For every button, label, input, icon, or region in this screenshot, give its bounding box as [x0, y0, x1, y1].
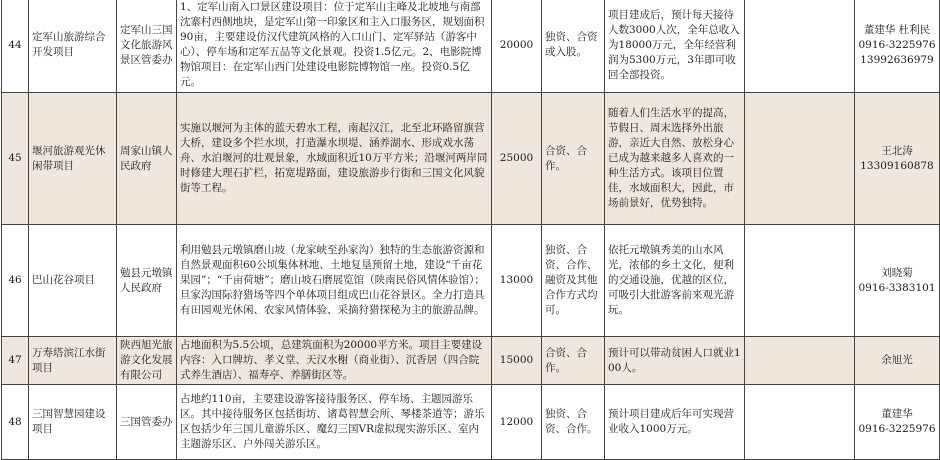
responsible-unit: 三国管委办 — [117, 385, 177, 460]
cooperation-mode: 独资、合资、合作。 — [542, 385, 605, 460]
project-name: 巴山花谷项目 — [29, 225, 117, 337]
responsible-unit: 定军山三国文化旅游风景区管委办 — [117, 0, 177, 93]
extra-cell — [745, 225, 855, 337]
investment-amount: 15000 — [492, 337, 542, 385]
responsible-unit: 勉县元墩镇人民政府 — [117, 225, 177, 337]
table-row — [2, 0, 940, 93]
contact-phone: 13309160878 — [860, 159, 934, 172]
project-number: 44 — [2, 0, 29, 93]
contact-cell — [855, 337, 940, 385]
benefit-analysis: 随着人们生活水平的提高，节假日、周末选择外出旅游，亲近大自然、放松身心已成为越来越多人喜欢的一种生活方式。该项目位置佳，水域面积大，因此，市场前景好，优势独特。 — [605, 93, 745, 225]
project-content: 占地约110亩，主要建设游客接待服务区、停车场、主题园游乐区。其中接待服务区包括街坊、诸葛智慧会所、琴楼茶道等；游乐区包括少年三国儿童游乐区、魔幻三国VR虚拟现实游乐区、室内主题游乐区、户外闯关游乐区。 — [177, 385, 492, 460]
project-name: 堰河旅游观光休闲带项目 — [29, 93, 117, 225]
contact-phone: 0916-3225976 — [858, 423, 936, 435]
benefit-analysis: 项目建成后，预计每天接待人数3000人次，全年总收入为18000万元，全年经营利润为5300万元，3年即可收回全部投资。 — [605, 0, 745, 93]
investment-amount: 25000 — [492, 93, 542, 225]
project-name: 三国智慧园建设项目 — [29, 385, 117, 460]
benefit-analysis: 依托元墩镇秀美的山水风光，浓郁的乡土文化，便利的交通设施，优越的区位，可吸引大批游客前来观光游玩。 — [605, 225, 745, 337]
contact-cell — [855, 225, 940, 337]
cooperation-mode: 合资、合作。 — [542, 337, 605, 385]
projects-table — [1, 0, 940, 460]
contact-name: 董建华 杜利民 — [863, 23, 931, 36]
project-number: 46 — [2, 225, 29, 337]
project-content: 利用勉县元墩镇磨山坡（龙家峡至孙家沟）独特的生态旅游资源和自然景观面积60公顷集体林地、土地复垦预留土地，建设“千亩花果园”；“千亩荷塘”；磨山坡石磨展览馆（陕南民俗风情体验馆）；旦家沟国际狩猎场等四个单体项目组成巴山花谷景区。全力打造具有田园观光休闲、农家风情体验、采摘狩猎探秘为主的旅游品牌。 — [177, 225, 492, 337]
contact-phone: 0916-3383101 — [858, 281, 936, 294]
project-name: 定军山旅游综合开发项目 — [29, 0, 117, 93]
investment-amount: 12000 — [492, 385, 542, 460]
benefit-analysis: 预计项目建成后年可实现营业收入1000万元。 — [605, 385, 745, 460]
project-content: 1、定军山南入口景区建设项目：位于定军山主峰及北坡地与南部沈寨村西侧地块，是定军山第一印象区和主入口服务区，规划面积90亩，主要建设仿汉代建筑风格的入口山门、定军驿站（游客中心）、停车场和定军五品等文化景观。投资1.5亿元。2、电影院博物馆项目：在定军山西门处建设电影院博物馆一座。投资0.5亿元。 — [177, 0, 492, 93]
cooperation-mode: 独资、合资、合作、融资及其他合作方式均可。 — [542, 225, 605, 337]
cooperation-mode: 合资、合作。 — [542, 93, 605, 225]
project-number: 48 — [2, 385, 29, 460]
contact-name: 董建华 — [881, 408, 913, 420]
project-content: 占地面积为5.5公顷，总建筑面积为20000平方米。项目主要建设内容：入口牌坊、孝义堂、天汉水榭（商业街）、沉香居（四合院式养生酒店）、福寿亭、养膳街区等。 — [177, 337, 492, 385]
extra-cell — [745, 385, 855, 460]
project-name: 万寿塔滨江水街项目 — [29, 337, 117, 385]
benefit-analysis: 预计可以带动贫困人口就业100人。 — [605, 337, 745, 385]
extra-cell — [745, 0, 855, 93]
table-row — [2, 385, 940, 460]
contact-cell — [855, 93, 940, 225]
extra-cell — [745, 93, 855, 225]
contact-phone: 0916-3225976 13992636979 — [858, 38, 936, 66]
table-row — [2, 93, 940, 225]
project-content: 实施以堰河为主体的蓝天碧水工程，南起汉江，北至北环路留旗营大桥，建设多个拦水坝，打造瀑水坝堤、涵养湖水、形成戏水荡舟、水泊堰河的壮观景象，水域面积近10万平方米；沿堰河两岸同时修建大理石扩栏，拓宽堤路面，建设旅游步行街和三国文化风貌街等工程。 — [177, 93, 492, 225]
contact-name: 余旭光 — [881, 354, 913, 366]
investment-amount: 13000 — [492, 225, 542, 337]
contact-name: 刘晓菊 — [881, 266, 913, 279]
table-row — [2, 225, 940, 337]
contact-name: 王北涛 — [881, 144, 913, 157]
project-number: 47 — [2, 337, 29, 385]
responsible-unit: 周家山镇人民政府 — [117, 93, 177, 225]
table-row — [2, 337, 940, 385]
responsible-unit: 陕西旭光旅游文化发展有限公司 — [117, 337, 177, 385]
extra-cell — [745, 337, 855, 385]
contact-cell — [855, 385, 940, 460]
project-number: 45 — [2, 93, 29, 225]
investment-amount: 20000 — [492, 0, 542, 93]
cooperation-mode: 独资、合资或入股。 — [542, 0, 605, 93]
contact-cell — [855, 0, 940, 93]
